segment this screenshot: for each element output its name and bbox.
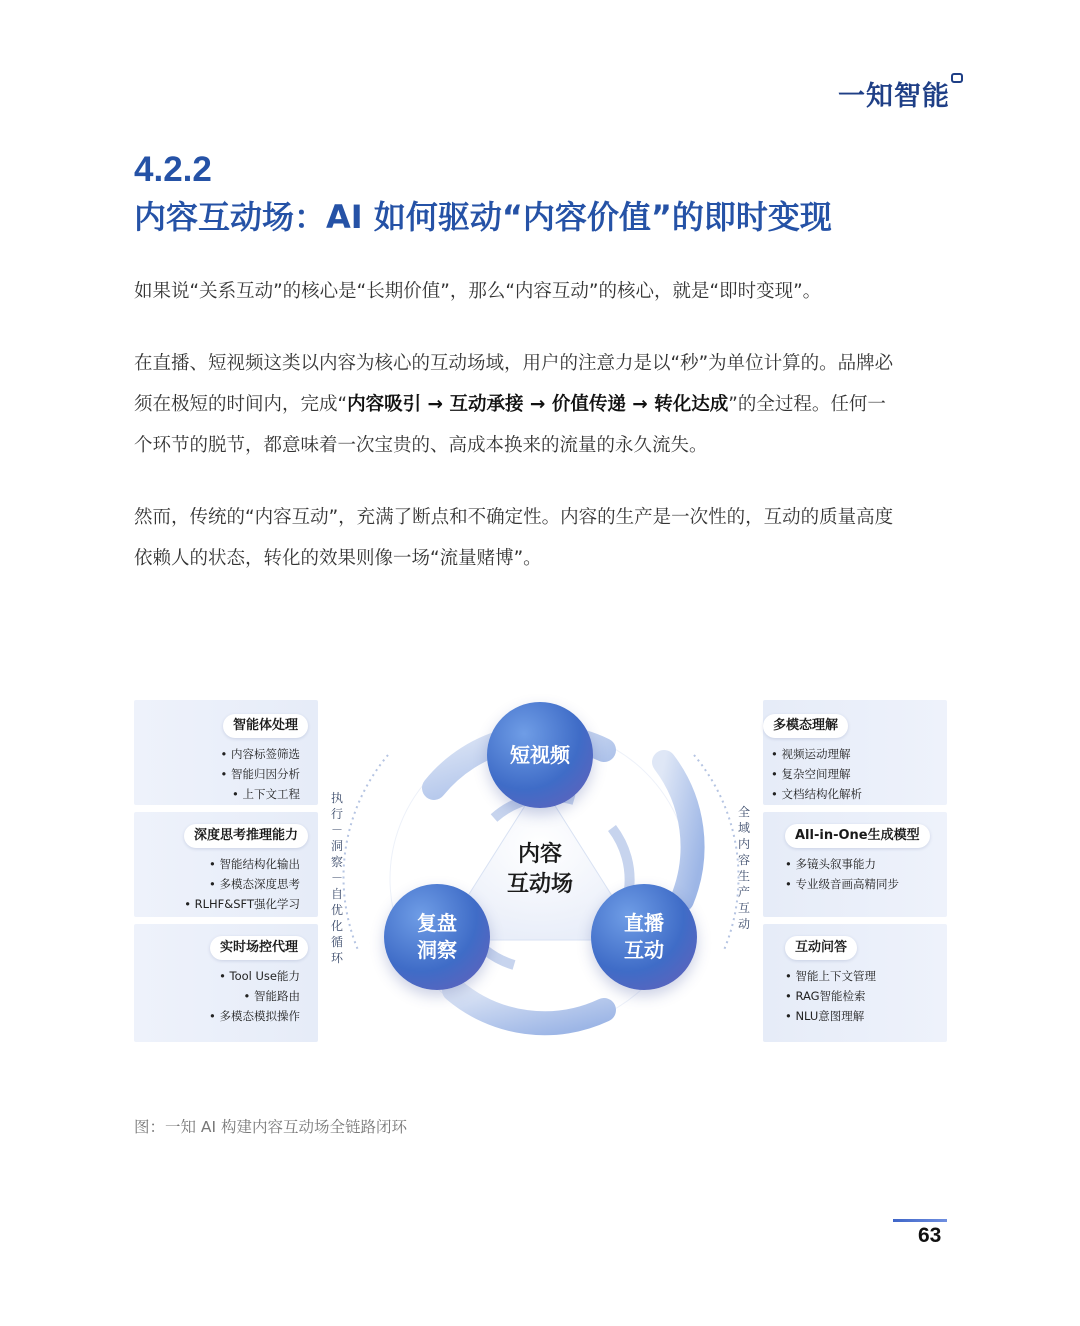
paragraph-2-bold-flow: 内容吸引 → 互动承接 → 价值传递 → 转化达成: [347, 394, 729, 415]
panel-title: 深度思考推理能力: [184, 824, 308, 848]
panel-item: • Tool Use能力: [219, 969, 300, 983]
panel-item: • 上下文工程: [232, 787, 300, 801]
panel-title: 多模态理解: [763, 714, 848, 738]
center-label-line-2: 互动场: [506, 872, 573, 897]
node-review-insight: [384, 884, 490, 990]
panel-item: • 多模态模拟操作: [209, 1009, 300, 1023]
paragraph-3-line-1: 然而，传统的“内容互动”，充满了断点和不确定性。内容的生产是一次性的，互动的质量高度: [134, 507, 894, 528]
panel-item: • 内容标签筛选: [220, 747, 300, 761]
node-live-interaction: [591, 884, 697, 990]
ring-arc-bottom: [454, 990, 604, 1023]
ring-arc-right: [664, 762, 693, 900]
node-label-line: 互动: [624, 938, 664, 962]
panel-title: 互动问答: [785, 936, 857, 960]
panel-item: • 多镜头叙事能力: [785, 857, 876, 871]
left-arc-label: 执行－洞察－自优化循环: [330, 791, 343, 965]
center-label: [490, 840, 590, 900]
paragraph-2-line-2: [134, 384, 954, 425]
content-interaction-diagram: [134, 700, 947, 1042]
inner-arc-right: [612, 828, 630, 890]
brand-logo-mark-icon: [951, 73, 963, 83]
panel-item: • 多模态深度思考: [209, 877, 300, 891]
node-label-line: 洞察: [417, 938, 457, 962]
section-number: 4.2.2: [134, 150, 212, 189]
page-number: 63: [918, 1224, 942, 1247]
paragraph-1: 如果说“关系互动”的核心是“长期价值”，那么“内容互动”的核心，就是“即时变现”。: [134, 281, 822, 302]
node-review-insight-label: [417, 910, 457, 964]
panel-title: All-in-One生成模型: [785, 824, 930, 848]
figure-caption: 图：一知 AI 构建内容互动场全链路闭环: [134, 1118, 408, 1136]
panel-item: • 智能路由: [243, 989, 300, 1003]
panel-item: • 智能上下文管理: [785, 969, 876, 983]
page-number-accent-bar: [893, 1219, 947, 1222]
panel-item: • 智能结构化输出: [209, 857, 300, 871]
node-short-video-label: 短视频: [510, 742, 570, 767]
right-arc-label: 全域内容生产互动: [737, 805, 750, 931]
panel-item: • 专业级音画高精同步: [785, 877, 899, 891]
panel-title: 智能体处理: [223, 714, 308, 738]
paragraph-2-line-2-pre: 须在极短的时间内，完成“: [134, 394, 348, 415]
panel-item: • 智能归因分析: [220, 767, 300, 781]
panel-item: • 文档结构化解析: [771, 787, 862, 801]
node-label-line: 复盘: [417, 911, 457, 935]
panel-item: • 复杂空间理解: [771, 767, 851, 781]
center-label-line-1: 内容: [517, 842, 562, 867]
panel-item: • RAG智能检索: [785, 989, 866, 1003]
panel-title: 实时场控代理: [210, 936, 308, 960]
panel-item: • NLU意图理解: [785, 1009, 865, 1023]
paragraph-2-line-2-post: ”的全过程。任何一: [728, 394, 886, 415]
section-title: 内容互动场：AI 如何驱动“内容价值”的即时变现: [134, 198, 832, 236]
node-short-video: [487, 702, 593, 808]
paragraph-2-line-3: 个环节的脱节，都意味着一次宝贵的、高成本换来的流量的永久流失。: [134, 435, 708, 456]
panel-item: • 视频运动理解: [771, 747, 851, 761]
left-dotted-arc: [343, 755, 388, 950]
brand-logo-text: 一知智能: [838, 81, 950, 112]
panel-item: • RLHF&SFT强化学习: [184, 897, 300, 911]
paragraph-2-line-1: 在直播、短视频这类以内容为核心的互动场域，用户的注意力是以“秒”为单位计算的。品牌必: [134, 353, 894, 374]
node-label-line: 直播: [624, 911, 664, 935]
node-live-interaction-label: [624, 910, 664, 964]
paragraph-3-line-2: 依赖人的状态，转化的效果则像一场“流量赌博”。: [134, 548, 542, 569]
